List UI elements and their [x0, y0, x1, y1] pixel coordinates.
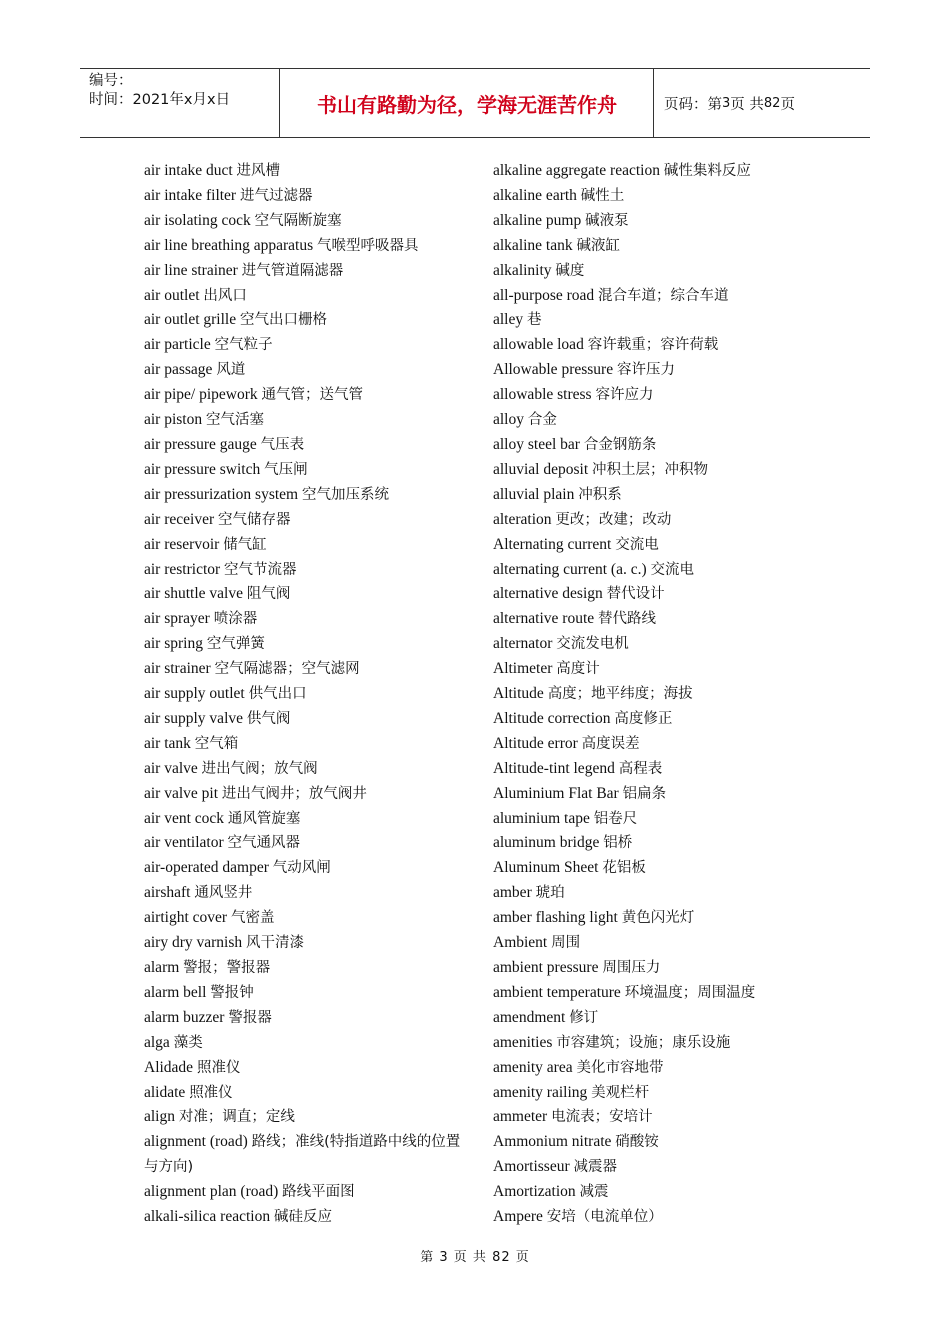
footer-mid: 页 共 — [453, 1250, 487, 1265]
term-english: allowable load — [493, 336, 584, 354]
term-chinese: 对准；调直；定线 — [178, 1109, 295, 1126]
term-english: air receiver — [144, 510, 215, 528]
term-english: alluvial plain — [493, 485, 575, 503]
term-english: air strainer — [144, 660, 211, 678]
term-english: air piston — [144, 411, 203, 429]
glossary-entry — [144, 807, 474, 832]
glossary-entry — [493, 956, 843, 981]
term-chinese: 空气弹簧 — [206, 636, 265, 653]
term-chinese: 气动风闸 — [272, 860, 331, 877]
glossary-entry — [144, 782, 474, 807]
term-english: air isolating cock — [144, 211, 251, 229]
term-english: Amortisseur — [493, 1158, 570, 1176]
glossary-entry — [144, 1130, 474, 1180]
glossary-entry — [493, 558, 843, 583]
term-chinese: 铝桥 — [603, 835, 633, 852]
glossary-entry — [144, 408, 474, 433]
glossary-entry — [144, 657, 474, 682]
glossary-entry — [493, 1130, 843, 1155]
glossary-entry — [493, 881, 843, 906]
glossary-entry — [144, 184, 474, 209]
term-english: Altitude error — [493, 734, 578, 752]
term-chinese: 空气出口栅格 — [239, 312, 327, 329]
term-english: air spring — [144, 635, 203, 653]
glossary-entry — [144, 607, 474, 632]
term-english: alley — [493, 311, 524, 329]
footer-current: 3 — [439, 1250, 449, 1265]
glossary-entry — [144, 308, 474, 333]
glossary-entry — [493, 1180, 843, 1205]
term-english: alkaline tank — [493, 236, 573, 254]
term-english: amber flashing light — [493, 909, 618, 927]
glossary-entry — [144, 209, 474, 234]
term-english: Altitude correction — [493, 709, 611, 727]
term-chinese: 出风口 — [203, 287, 247, 304]
term-english: alluvial deposit — [493, 460, 589, 478]
term-chinese: 减震 — [579, 1184, 609, 1201]
number-label: 编号： — [89, 73, 133, 89]
term-english: air pressure gauge — [144, 435, 257, 453]
glossary-entry — [144, 234, 474, 259]
term-chinese: 琥珀 — [535, 885, 565, 902]
glossary-entry — [144, 159, 474, 184]
term-english: air vent cock — [144, 809, 225, 827]
term-chinese: 黄色闪光灯 — [621, 910, 695, 927]
glossary-entry — [144, 533, 474, 558]
term-chinese: 美观栏杆 — [591, 1084, 650, 1101]
time-label: 时间：2021年x月x日 — [89, 92, 231, 108]
glossary-entry — [493, 1105, 843, 1130]
term-english: air pipe/ pipework — [144, 386, 258, 404]
glossary-entry — [493, 632, 843, 657]
term-chinese: 空气隔断旋塞 — [254, 212, 342, 229]
glossary-entry — [493, 234, 843, 259]
term-english: alignment plan (road) — [144, 1183, 279, 1201]
term-chinese: 气压表 — [260, 436, 305, 453]
term-chinese: 交流电 — [650, 561, 694, 578]
term-english: air particle — [144, 336, 211, 354]
term-chinese: 冲积系 — [578, 486, 622, 503]
term-english: alloy — [493, 411, 524, 429]
term-chinese: 电流表；安培计 — [551, 1109, 653, 1126]
glossary-entry — [493, 931, 843, 956]
term-english: all-purpose road — [493, 286, 595, 304]
term-english: Ampere — [493, 1208, 543, 1226]
term-chinese: 通气管；送气管 — [261, 387, 364, 404]
term-english: Amortization — [493, 1183, 576, 1201]
term-english: alkali-silica reaction — [144, 1208, 271, 1226]
page-mid: 页 共 — [730, 96, 764, 113]
glossary-entry — [493, 483, 843, 508]
glossary-entry — [493, 682, 843, 707]
term-english: ammeter — [493, 1108, 548, 1126]
glossary-entry — [144, 358, 474, 383]
term-english: airtight cover — [144, 909, 228, 927]
term-english: airshaft — [144, 884, 191, 902]
term-chinese: 空气粒子 — [214, 337, 273, 354]
term-chinese: 气喉型呼吸器具 — [317, 237, 419, 254]
glossary-entry — [493, 333, 843, 358]
term-chinese: 空气加压系统 — [301, 486, 389, 503]
term-english: alkalinity — [493, 261, 552, 279]
glossary-entry — [493, 508, 843, 533]
term-chinese: 警报器 — [228, 1009, 272, 1026]
term-english: air pressurization system — [144, 485, 299, 503]
glossary-entry — [493, 981, 843, 1006]
glossary-entry — [144, 1081, 474, 1106]
term-chinese: 通风竖井 — [194, 885, 253, 902]
term-chinese: 进风槽 — [236, 163, 281, 179]
term-english: air tank — [144, 734, 191, 752]
term-english: Allowable pressure — [493, 361, 614, 379]
glossary-entry — [144, 558, 474, 583]
term-english: Alidade — [144, 1058, 194, 1076]
glossary-entry — [144, 383, 474, 408]
glossary-entry — [493, 1056, 843, 1081]
term-chinese: 高度修正 — [614, 710, 673, 727]
term-chinese: 空气节流器 — [224, 561, 297, 578]
term-english: air intake duct — [144, 162, 233, 179]
glossary-entry — [493, 732, 843, 757]
term-english: Altitude-tint legend — [493, 759, 615, 777]
term-english: Alternating current — [493, 535, 612, 553]
term-chinese: 市容建筑；设施；康乐设施 — [556, 1034, 731, 1051]
glossary-entry — [144, 856, 474, 881]
term-chinese: 安培（电流单位） — [546, 1209, 663, 1226]
term-chinese: 冲积土层；冲积物 — [592, 461, 709, 478]
glossary-entry — [144, 632, 474, 657]
term-chinese: 合金 — [527, 412, 557, 429]
footer-total: 82 — [492, 1250, 511, 1265]
term-chinese: 混合车道；综合车道 — [598, 287, 729, 304]
glossary-entry — [144, 1006, 474, 1031]
glossary-column-right — [493, 159, 843, 1230]
term-chinese: 替代设计 — [606, 586, 665, 603]
term-english: ambient temperature — [493, 983, 621, 1001]
page-prefix: 页码：第 — [664, 96, 722, 113]
term-english: air valve — [144, 759, 198, 777]
page-footer — [0, 1246, 950, 1265]
term-english: airy dry varnish — [144, 934, 243, 952]
glossary-entry — [493, 209, 843, 234]
glossary-entry — [493, 458, 843, 483]
term-chinese: 风干清漆 — [246, 935, 305, 952]
footer-prefix: 第 — [420, 1250, 435, 1265]
term-chinese: 路线；准线(特指道路中线的位置与方向) — [144, 1134, 461, 1176]
glossary-entry — [144, 931, 474, 956]
glossary-entry — [493, 906, 843, 931]
glossary-entry — [493, 358, 843, 383]
term-chinese: 交流电 — [615, 536, 659, 553]
glossary-entry — [493, 1006, 843, 1031]
term-chinese: 警报；警报器 — [183, 960, 271, 976]
term-english: Aluminum Sheet — [493, 859, 599, 877]
glossary-entry — [144, 1180, 474, 1205]
term-english: air line breathing apparatus — [144, 236, 314, 254]
term-chinese: 容许载重；容许荷载 — [587, 337, 719, 354]
term-chinese: 碱性土 — [580, 187, 625, 204]
glossary-entry — [493, 1155, 843, 1180]
term-english: air outlet — [144, 286, 200, 304]
term-chinese: 气压闸 — [264, 461, 308, 478]
term-chinese: 通风管旋塞 — [227, 810, 301, 827]
glossary-entry — [144, 433, 474, 458]
term-english: Altimeter — [493, 660, 553, 678]
header-page-number — [654, 69, 870, 137]
term-chinese: 进出气阀；放气阀 — [201, 760, 318, 777]
term-english: alternating current (a. c.) — [493, 560, 647, 578]
term-chinese: 空气通风器 — [227, 835, 300, 852]
term-chinese: 警报钟 — [210, 984, 254, 1001]
term-english: alidate — [144, 1083, 186, 1101]
glossary-entry — [493, 408, 843, 433]
glossary-entry — [493, 159, 843, 184]
term-chinese: 照准仪 — [196, 1059, 241, 1076]
term-chinese: 空气隔滤器；空气滤网 — [214, 661, 360, 678]
page-header — [80, 68, 870, 138]
term-english: air sprayer — [144, 610, 210, 628]
term-english: air shuttle valve — [144, 585, 243, 603]
glossary-entry — [493, 184, 843, 209]
term-chinese: 供气阀 — [246, 710, 291, 727]
term-english: alkaline aggregate reaction — [493, 162, 660, 179]
glossary-column-left — [144, 159, 474, 1230]
glossary-entry — [493, 1205, 843, 1230]
term-chinese: 替代路线 — [598, 611, 657, 628]
term-english: Aluminium Flat Bar — [493, 784, 619, 802]
term-english: air restrictor — [144, 560, 221, 578]
term-english: allowable stress — [493, 386, 592, 404]
term-chinese: 碱液泵 — [585, 212, 629, 229]
term-chinese: 环境温度；周围温度 — [624, 984, 756, 1001]
term-english: air outlet grille — [144, 311, 237, 329]
glossary-entry — [144, 284, 474, 309]
term-english: air-operated damper — [144, 859, 269, 877]
term-chinese: 进出气阀井；放气阀井 — [221, 785, 367, 802]
glossary-entry — [493, 607, 843, 632]
term-english: alignment (road) — [144, 1133, 248, 1151]
glossary-entry — [493, 284, 843, 309]
term-chinese: 进气管道隔滤器 — [241, 262, 344, 279]
term-english: alkaline pump — [493, 211, 582, 229]
term-english: Ambient — [493, 934, 548, 952]
term-english: aluminum bridge — [493, 834, 600, 852]
term-chinese: 周围压力 — [602, 960, 661, 976]
term-english: amber — [493, 884, 532, 902]
glossary-entry — [144, 732, 474, 757]
term-english: air ventilator — [144, 834, 224, 852]
glossary-entry — [144, 757, 474, 782]
glossary-entry — [493, 757, 843, 782]
glossary-entry — [493, 533, 843, 558]
term-chinese: 铝扁条 — [622, 785, 667, 802]
term-english: aluminium tape — [493, 809, 590, 827]
term-english: Ammonium nitrate — [493, 1133, 612, 1151]
glossary-entry — [493, 1031, 843, 1056]
page-suffix: 页 — [780, 96, 795, 113]
term-english: alloy steel bar — [493, 435, 580, 453]
term-chinese: 硝酸铵 — [615, 1134, 659, 1151]
glossary-entry — [144, 1205, 474, 1230]
glossary-entry — [144, 707, 474, 732]
glossary-entry — [144, 333, 474, 358]
glossary-entry — [493, 582, 843, 607]
term-english: air passage — [144, 361, 213, 379]
glossary-entry — [493, 433, 843, 458]
term-chinese: 进气过滤器 — [239, 187, 313, 204]
term-english: Altitude — [493, 685, 544, 703]
term-chinese: 周围 — [551, 935, 581, 952]
term-chinese: 照准仪 — [189, 1084, 233, 1101]
glossary-entry — [144, 831, 474, 856]
term-chinese: 空气箱 — [194, 735, 239, 752]
term-chinese: 气密盖 — [230, 910, 275, 927]
term-chinese: 花铝板 — [602, 860, 646, 877]
term-chinese: 合金钢筋条 — [583, 436, 657, 453]
term-chinese: 路线平面图 — [282, 1184, 355, 1201]
glossary-entry — [144, 458, 474, 483]
term-chinese: 美化市容地带 — [576, 1059, 664, 1076]
term-english: air intake filter — [144, 186, 237, 204]
glossary-entry — [493, 383, 843, 408]
term-chinese: 高程表 — [618, 760, 663, 777]
glossary-entry — [144, 259, 474, 284]
term-chinese: 阻气阀 — [246, 586, 291, 603]
term-english: ambient pressure — [493, 959, 599, 976]
glossary-entry — [144, 1105, 474, 1130]
glossary-entry — [493, 657, 843, 682]
glossary-entry — [144, 1056, 474, 1081]
term-chinese: 交流发电机 — [556, 636, 629, 653]
term-chinese: 高度；地平纬度；海拔 — [547, 686, 693, 703]
term-chinese: 高度误差 — [581, 735, 640, 752]
term-chinese: 减震器 — [573, 1159, 618, 1176]
term-english: alternative design — [493, 585, 603, 603]
term-english: alarm bell — [144, 983, 207, 1001]
header-meta — [80, 69, 280, 137]
glossary-entry — [493, 259, 843, 284]
term-chinese: 巷 — [527, 312, 542, 329]
term-chinese: 碱性集料反应 — [663, 163, 751, 179]
term-english: air reservoir — [144, 535, 220, 553]
glossary-entry — [493, 831, 843, 856]
term-english: alteration — [493, 510, 552, 528]
term-chinese: 供气出口 — [248, 686, 307, 703]
term-english: amenity railing — [493, 1083, 588, 1101]
term-chinese: 储气缸 — [223, 536, 267, 553]
glossary-entry — [144, 682, 474, 707]
term-chinese: 更改；改建；改动 — [555, 511, 672, 528]
term-chinese: 修订 — [569, 1009, 599, 1026]
term-chinese: 风道 — [216, 362, 246, 379]
term-english: air valve pit — [144, 784, 219, 802]
page-total: 82 — [763, 95, 781, 111]
glossary-entry — [493, 856, 843, 881]
glossary-entry — [144, 582, 474, 607]
term-chinese: 容许压力 — [616, 362, 675, 379]
term-english: air line strainer — [144, 261, 238, 279]
term-chinese: 藻类 — [173, 1034, 203, 1051]
term-english: alternator — [493, 635, 553, 653]
glossary-entry — [493, 707, 843, 732]
term-chinese: 空气储存器 — [218, 511, 291, 528]
glossary-entry — [144, 906, 474, 931]
header-motto: 书山有路勤为径，学海无涯苦作舟 — [281, 69, 654, 137]
glossary-entry — [493, 782, 843, 807]
term-english: alga — [144, 1033, 170, 1051]
term-english: amendment — [493, 1008, 566, 1026]
term-chinese: 碱液缸 — [576, 237, 620, 254]
term-chinese: 喷涂器 — [213, 611, 258, 628]
term-english: alternative route — [493, 610, 595, 628]
glossary-entry — [144, 1031, 474, 1056]
term-chinese: 碱硅反应 — [273, 1209, 332, 1226]
footer-suffix: 页 — [515, 1250, 530, 1265]
term-english: air supply outlet — [144, 685, 245, 703]
term-english: amenity area — [493, 1058, 573, 1076]
page-current: 3 — [722, 95, 731, 111]
term-english: alkaline earth — [493, 186, 577, 204]
term-english: align — [144, 1108, 175, 1126]
term-chinese: 空气活塞 — [206, 412, 264, 429]
glossary-entry — [144, 981, 474, 1006]
glossary-entry — [144, 881, 474, 906]
glossary-entry — [493, 308, 843, 333]
term-english: alarm — [144, 959, 180, 976]
glossary-entry — [144, 483, 474, 508]
glossary-entry — [144, 956, 474, 981]
term-chinese: 容许应力 — [595, 387, 654, 404]
glossary-entry — [144, 508, 474, 533]
glossary-entry — [493, 807, 843, 832]
term-english: alarm buzzer — [144, 1008, 225, 1026]
term-english: air supply valve — [144, 709, 244, 727]
glossary-entry — [493, 1081, 843, 1106]
term-chinese: 高度计 — [556, 661, 600, 678]
term-english: amenities — [493, 1033, 553, 1051]
term-chinese: 碱度 — [555, 262, 585, 279]
term-english: air pressure switch — [144, 460, 261, 478]
term-chinese: 铝卷尺 — [593, 810, 638, 827]
